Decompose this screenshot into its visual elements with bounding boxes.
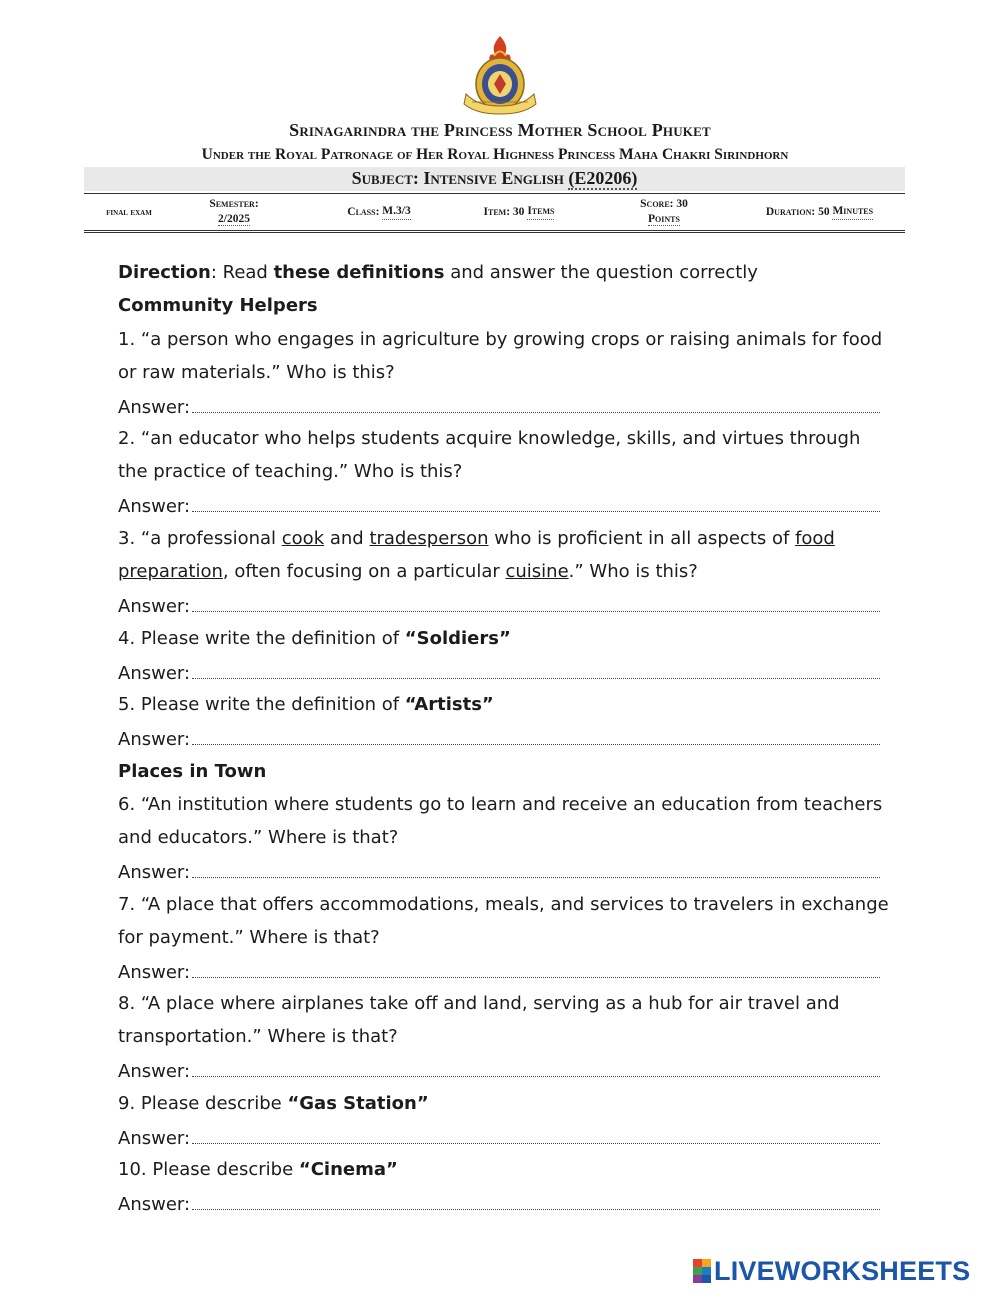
question-1-line-1: 1. “a person who engages in agriculture by growing crops or raising animals for food <box>118 329 883 350</box>
question-3-line-1 <box>118 528 835 549</box>
answer-line <box>192 728 880 745</box>
duration-cell <box>734 194 905 230</box>
answer-label: Answer: <box>118 496 191 517</box>
question-9 <box>118 1093 429 1114</box>
answer-label: Answer: <box>118 663 191 684</box>
link-food[interactable]: food <box>795 528 835 549</box>
answer-line <box>192 396 880 413</box>
answer-line <box>192 495 880 512</box>
direction-text-end: and answer the question correctly <box>444 262 758 283</box>
answer-line <box>192 595 880 612</box>
question-6-line-2: and educators.” Where is that? <box>118 827 399 848</box>
class-cell <box>324 194 434 230</box>
answer-4-field[interactable] <box>118 662 880 684</box>
badge-square <box>693 1267 702 1275</box>
q5-text: 5. Please write the definition of <box>118 694 405 715</box>
question-8-line-2: transportation.” Where is that? <box>118 1026 398 1047</box>
answer-line <box>192 662 880 679</box>
badge-square <box>693 1275 702 1283</box>
question-4 <box>118 628 511 649</box>
answer-line <box>192 1127 880 1144</box>
question-2-line-1: 2. “an educator who helps students acquire knowledge, skills, and virtues through <box>118 428 861 449</box>
answer-1-field[interactable] <box>118 396 880 418</box>
item-label: Item: 30 <box>483 205 525 218</box>
royal-patronage-line: Under the Royal Patronage of Her Royal Highness Princess Maha Chakri Sirindhorn <box>201 146 789 163</box>
question-5 <box>118 694 494 715</box>
answer-label: Answer: <box>118 596 191 617</box>
q3-text: and <box>324 528 370 549</box>
q9-term: “Gas Station” <box>287 1093 429 1114</box>
school-name: Srinagarindra the Princess Mother School Phuket <box>289 120 711 140</box>
answer-6-field[interactable] <box>118 861 880 883</box>
q3-text: .” Who is this? <box>568 561 698 582</box>
direction-label: Direction <box>118 262 211 283</box>
question-2-line-2: the practice of teaching.” Who is this? <box>118 461 463 482</box>
answer-label: Answer: <box>118 1194 191 1215</box>
score-unit: Points <box>648 213 680 225</box>
item-unit: Items <box>527 204 554 220</box>
badge-square <box>702 1267 711 1275</box>
exam-info-row <box>84 193 905 233</box>
question-7-line-1: 7. “A place that offers accommodations, meals, and services to travelers in exchange <box>118 894 889 915</box>
score-label: Score: 30 <box>640 198 688 210</box>
q3-text: , often focusing on a particular <box>222 561 506 582</box>
semester-value: 2/2025 <box>218 213 250 225</box>
answer-line <box>192 861 880 878</box>
direction-line <box>118 262 758 283</box>
q9-text: 9. Please describe <box>118 1093 288 1114</box>
q10-term: “Cinema” <box>298 1159 398 1180</box>
answer-8-field[interactable] <box>118 1060 880 1082</box>
answer-10-field[interactable] <box>118 1193 880 1215</box>
item-cell <box>454 194 584 230</box>
subject-title <box>84 168 905 189</box>
q4-text: 4. Please write the definition of <box>118 628 405 649</box>
question-7-line-2: for payment.” Where is that? <box>118 927 380 948</box>
exam-type: final exam <box>106 206 152 218</box>
section-community-helpers: Community Helpers <box>118 295 318 316</box>
answer-5-field[interactable] <box>118 728 880 750</box>
school-crest-logo <box>458 32 542 120</box>
link-preparation[interactable]: preparation <box>118 561 223 582</box>
direction-text: : Read <box>210 262 274 283</box>
q5-term: “Artists” <box>404 694 494 715</box>
subject-code: (E20206) <box>568 168 638 188</box>
badge-square <box>702 1275 711 1283</box>
answer-line <box>192 1193 880 1210</box>
class-label: Class: <box>347 205 380 218</box>
direction-bold: these definitions <box>273 262 445 283</box>
subject-label: Subject: Intensive English <box>351 168 564 188</box>
badge-square <box>693 1259 702 1267</box>
q10-text: 10. Please describe <box>118 1159 299 1180</box>
question-10 <box>118 1159 398 1180</box>
link-tradesperson[interactable]: tradesperson <box>369 528 489 549</box>
question-1-line-2: or raw materials.” Who is this? <box>118 362 395 383</box>
duration-label: Duration: 50 <box>765 205 830 218</box>
link-cuisine[interactable]: cuisine <box>505 561 569 582</box>
answer-line <box>192 961 880 978</box>
section-places-in-town: Places in Town <box>118 761 267 782</box>
answer-3-field[interactable] <box>118 595 880 617</box>
question-6-line-1: 6. “An institution where students go to learn and receive an education from teachers <box>118 794 883 815</box>
question-8-line-1: 8. “A place where airplanes take off and land, serving as a hub for air travel and <box>118 993 840 1014</box>
answer-label: Answer: <box>118 729 191 750</box>
liveworksheets-badge-icon <box>693 1259 711 1283</box>
q3-text: who is proficient in all aspects of <box>488 528 796 549</box>
answer-7-field[interactable] <box>118 961 880 983</box>
question-3-line-2 <box>118 561 698 582</box>
semester-cell <box>184 194 284 230</box>
score-cell <box>614 194 714 230</box>
q3-text: 3. “a professional <box>118 528 282 549</box>
semester-label: Semester: <box>209 198 259 210</box>
link-cook[interactable]: cook <box>281 528 325 549</box>
answer-2-field[interactable] <box>118 495 880 517</box>
answer-label: Answer: <box>118 1128 191 1149</box>
class-value: M.3/3 <box>382 204 410 220</box>
liveworksheets-brand: LIVEWORKSHEETS <box>714 1255 971 1286</box>
q4-term: “Soldiers” <box>404 628 511 649</box>
answer-label: Answer: <box>118 962 191 983</box>
badge-square <box>702 1259 711 1267</box>
answer-label: Answer: <box>118 1061 191 1082</box>
duration-unit: Minutes <box>832 204 873 220</box>
answer-label: Answer: <box>118 397 191 418</box>
liveworksheets-logo[interactable] <box>693 1257 993 1285</box>
answer-label: Answer: <box>118 862 191 883</box>
answer-line <box>192 1060 880 1077</box>
answer-9-field[interactable] <box>118 1127 880 1149</box>
